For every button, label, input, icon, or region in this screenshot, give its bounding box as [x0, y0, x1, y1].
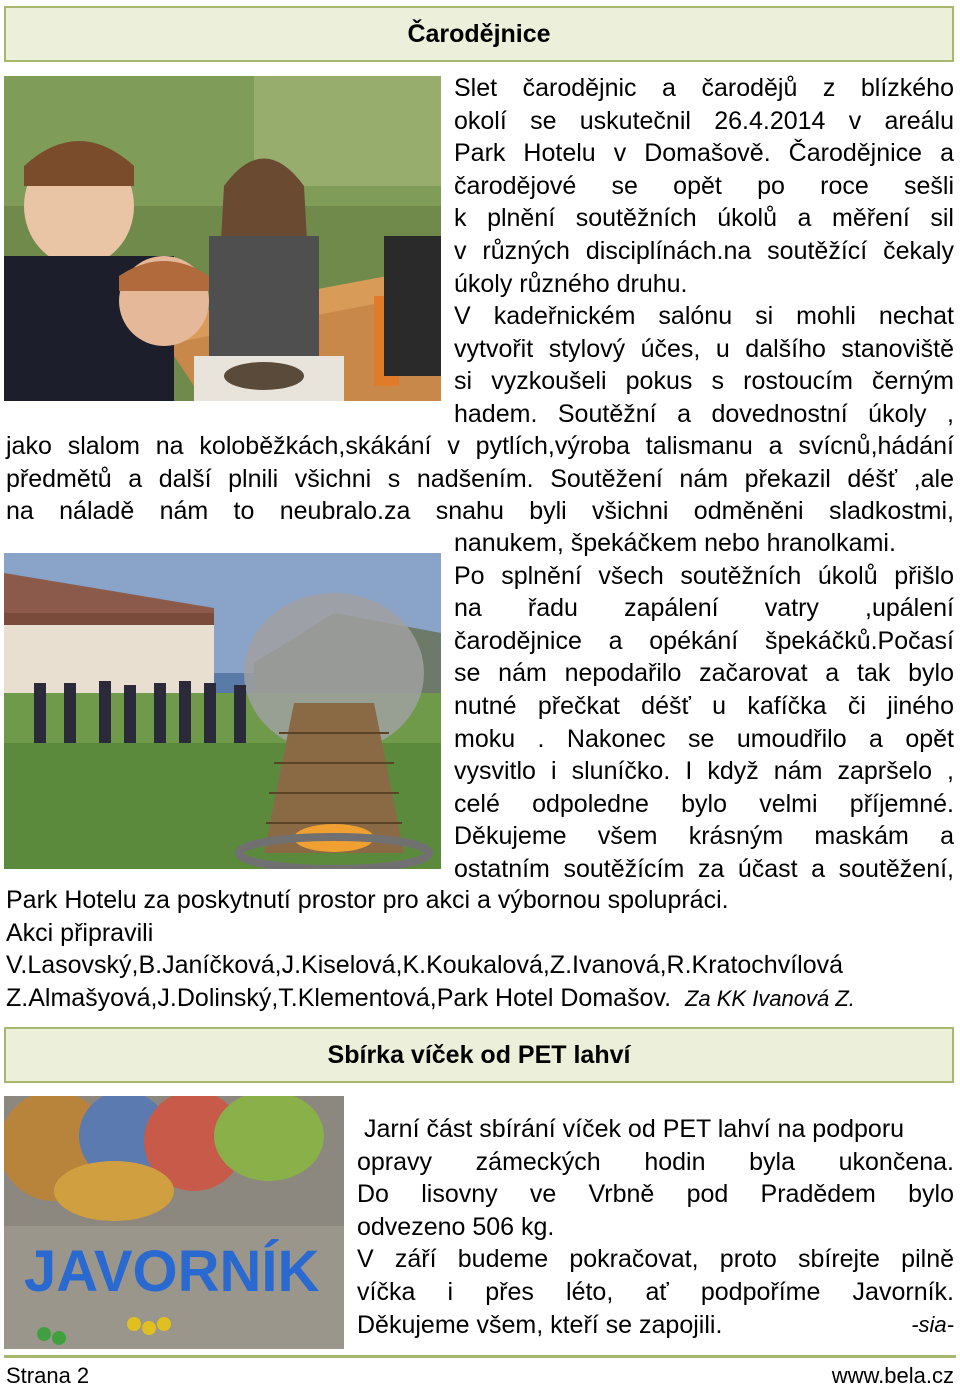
text-line-with-signature-2 [357, 1309, 954, 1342]
photo-children-table-image [4, 76, 441, 401]
photo-bonfire [4, 553, 441, 869]
article-text-full-1 [6, 430, 954, 528]
footer-website: www.bela.cz [831, 1363, 954, 1388]
footer-rule [4, 1355, 956, 1358]
page-number: Strana 2 [6, 1363, 90, 1388]
text-line: Do lisovny ve Vrbně pod Pradědem bylo [357, 1180, 954, 1209]
article-text-full-2 [6, 884, 954, 1015]
text-line: Děkujeme všem krásným maskám a [454, 822, 954, 851]
text-line: vytvořit stylový účes, u dalšího stanoviště [454, 334, 954, 363]
text-line: čarodějnice a opékání špekáčků.Počasí [454, 626, 954, 655]
section-title-banner [4, 6, 954, 62]
photo-bonfire-image [4, 553, 441, 869]
text-line: vysvitlo i sluníčko. I když nám zapršelo , [454, 757, 954, 786]
text-line: Park Hotelu za poskytnutí prostor pro akci a výbornou spolupráci. [6, 886, 729, 914]
text-line: Slet čarodějnic a čarodějů z blízkého [454, 74, 954, 102]
text-line: předmětů a další plnili všichni s nadšením. Soutěžení nám překazil déšť ,ale [6, 464, 954, 493]
article-text-right-1 [454, 72, 954, 431]
text-line: čarodějové se opět po roce sešli [454, 171, 954, 200]
text-line: nutné přečkat déšť u kafíčka či jiného [454, 691, 954, 720]
text-line: V kadeřnickém salónu si mohli nechat [454, 302, 954, 331]
text-line: moku . Nakonec se umoudřilo a opět [454, 724, 954, 753]
text-line: se nám nepodařilo začarovat a tak bylo [454, 659, 954, 688]
text-line: hadem. Soutěžní a dovednostní úkoly , [454, 399, 954, 428]
text-line: Z.Almašyová,J.Dolinský,T.Klementová,Park Hotel Domašov. [6, 983, 672, 1012]
text-line: V.Lasovský,B.Janíčková,J.Kiselová,K.Koukalová,Z.Ivanová,R.Kratochvílová [6, 951, 843, 980]
text-line-with-signature [6, 982, 954, 1016]
text-line: Jarní část sbírání víček od PET lahví na podporu [357, 1115, 905, 1143]
text-line: ostatním soutěžícím za účast a soutěžení, [454, 854, 954, 883]
photo-bottle-caps [4, 1096, 344, 1349]
text-line: na náladě nám to neubralo.za snahu byli všichni odměněni sladkostmi, [6, 497, 954, 526]
text-line: okolí se uskutečnil 26.4.2014 v areálu [454, 106, 954, 135]
section-title: Čarodějnice [407, 20, 551, 48]
text-line: celé odpoledne bylo velmi příjemné. [454, 789, 954, 818]
text-line: víčka i přes léto, ať podpoříme Javorník. [357, 1277, 954, 1306]
article-text-section2 [357, 1113, 954, 1341]
text-line: odvezeno 506 kg. [357, 1212, 555, 1241]
text-line: jako slalom na koloběžkách,skákání v pytlích,výroba talismanu a svícnů,hádání [6, 432, 954, 460]
text-line: Park Hotelu v Domašově. Čarodějnice a [454, 139, 954, 168]
text-line: opravy zámeckých hodin byla ukončena. [357, 1147, 954, 1176]
section-title-banner-2 [4, 1027, 954, 1083]
text-line: na řadu zapálení vatry ,upálení [454, 594, 954, 623]
signature: Za KK Ivanová Z. [684, 985, 855, 1011]
text-line: v různých disciplínách.na soutěžící čekaly [454, 236, 954, 265]
photo-children-table [4, 76, 441, 401]
photo-bottle-caps-image [4, 1096, 344, 1349]
text-line: Děkujeme všem, kteří se zapojili. [357, 1310, 723, 1339]
text-line: Po splnění všech soutěžních úkolů přišlo [454, 561, 954, 590]
photo-caps-lettering: JAVORNÍK [24, 1239, 320, 1304]
text-line: si vyzkoušeli pokus s rostoucím černým [454, 367, 954, 396]
article-text-right-2 [454, 527, 954, 886]
text-line: Akci připravili [6, 918, 154, 947]
signature-2: -sia- [911, 1311, 954, 1337]
text-line: k plnění soutěžních úkolů a měření sil [454, 204, 954, 233]
text-line: úkoly různého druhu. [454, 269, 688, 298]
text-line: V září budeme pokračovat, proto sbírejte pilně [357, 1245, 954, 1274]
text-line: nanukem, špekáčkem nebo hranolkami. [454, 529, 896, 557]
section-title-2: Sbírka víček od PET lahví [327, 1041, 631, 1069]
